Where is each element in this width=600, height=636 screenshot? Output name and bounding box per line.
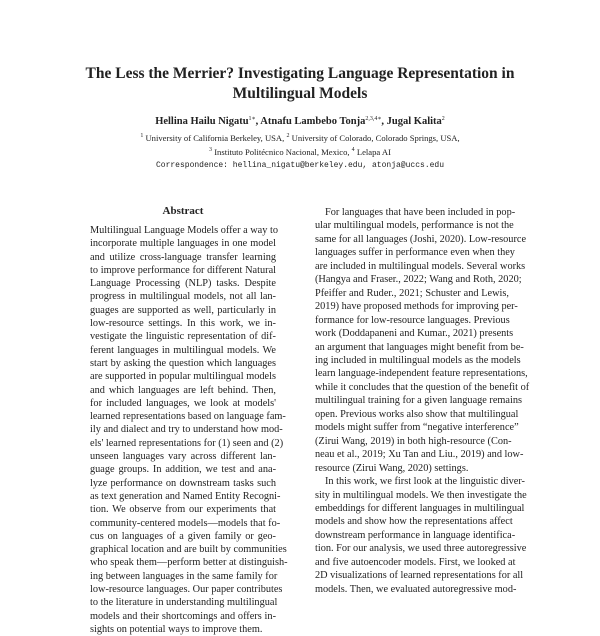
text-line: models and their shortcomings and offers in- — [90, 610, 276, 622]
author-affiliation-mark: 1∗ — [248, 116, 256, 122]
text-line: low-resource languages. Our paper contributes — [90, 584, 283, 596]
text-line: sights on potential ways to improve them. — [90, 623, 263, 635]
introduction-body — [315, 206, 530, 596]
abstract-body — [90, 224, 288, 636]
text-line: Pfeiffer and Ruder., 2021; Schuster and Lewis, — [315, 287, 509, 299]
text-line: neau et al., 2019; Xu Tan and Liu., 2019) and low- — [315, 449, 524, 461]
text-line: models might suffer from “negative interference” — [315, 422, 519, 434]
text-line: sity in multilingual models. We then investigate the — [315, 489, 527, 501]
affiliation: University of California Berkeley, USA, — [145, 133, 285, 143]
author-list: Hellina Hailu Nigatu$^{1∗}$, Atnafu Lambebo Tonja$^{2,3,4∗}$, Jugal Kalita$^2$ — [155, 116, 445, 127]
text-line: cus on languages of a given family or geo- — [90, 530, 276, 542]
text-line: for included languages, we look at models' — [90, 397, 276, 409]
text-line: and utilize cross-language transfer learning — [90, 251, 276, 263]
affiliation-mark: 3 — [209, 147, 213, 153]
text-line: community-centered models—models that fo- — [90, 517, 281, 529]
text-line: resource (Zirui Wang, 2020) settings. — [315, 462, 469, 474]
text-line: 2D visualizations of learned representations for all — [315, 570, 524, 582]
text-line: an argument that languages might benefit from be- — [315, 341, 524, 353]
text-line: lyze performance on downstream tasks such — [90, 477, 276, 489]
text-line: (Hangya and Fraser., 2022; Wang and Roth, 2020; — [315, 274, 522, 286]
author-name: Jugal Kalita — [386, 116, 442, 127]
text-line: learned representations based on language fam- — [90, 411, 286, 423]
text-line: progress in multilingual models, not all lan- — [90, 291, 276, 303]
author-name: Hellina Hailu Nigatu — [155, 116, 249, 127]
text-line: are supported in popular multilingual models — [90, 371, 276, 383]
text-line: els' learned representations for (1) seen and (2) — [90, 437, 284, 449]
text-line: multilingual training for a given language remains — [315, 395, 523, 407]
text-line: incorporate multiple languages in one model — [90, 238, 276, 250]
affiliation: University of Colorado, Colorado Springs, USA, — [291, 133, 460, 143]
text-line: same for all languages (Joshi, 2020). Low-resource — [315, 233, 527, 245]
text-line: languages suffer in performance even when they — [315, 247, 515, 259]
affiliations-line — [0, 147, 600, 157]
affiliation-mark: 4 — [351, 147, 355, 153]
text-line: low-resource settings. In this work, we in- — [90, 318, 276, 330]
text-line: models. Then, we evaluated autoregressive mod- — [315, 583, 517, 595]
paper-title — [0, 64, 600, 104]
text-line: embeddings for different languages in multilingual — [315, 502, 525, 514]
text-line: work (Doddapaneni and Kumar., 2021) presents — [315, 328, 514, 340]
abstract-heading: Abstract — [162, 205, 204, 217]
text-line: For languages that have been included in pop- — [325, 207, 516, 218]
text-line: and five autoencoder models. First, we looked at — [315, 556, 516, 568]
text-line: open. Previous works also show that multilingual — [315, 408, 519, 420]
text-line: Multilingual Language Models offer a way to — [90, 225, 278, 236]
affiliations-line — [0, 133, 600, 143]
text-line: models and show how the representations affect — [315, 516, 513, 528]
text-line: formance for low-resource languages. Previous — [315, 314, 510, 326]
text-line: In this work, we first look at the linguistic diver- — [325, 476, 525, 488]
affiliation-mark: 2 — [286, 133, 290, 139]
correspondence-emails: Correspondence: hellina_nigatu@berkeley.edu, atonja@uccs.edu — [155, 161, 445, 170]
text-line: unseen languages vary across different lan- — [90, 451, 276, 463]
author-affiliation-mark: 2,3,4∗ — [365, 116, 382, 122]
affiliation-mark: 1 — [140, 133, 144, 139]
text-line: guages are supported as well, particularly in — [90, 304, 276, 316]
title-line: Multilingual Models — [232, 85, 368, 102]
text-line: guage groups. In addition, we test and ana- — [90, 464, 276, 476]
affiliation: Instituto Politécnico Nacional, Mexico, — [214, 147, 350, 157]
text-line: graphical location and are built by communities — [90, 544, 287, 556]
text-line: ily and dialect and try to understand how mod- — [90, 424, 283, 436]
affiliation: Lelapa AI — [356, 147, 391, 157]
text-line: are included in multilingual models. Several works — [315, 260, 526, 272]
text-line: ing between languages in the same family for — [90, 570, 278, 582]
text-line: ing included in multilingual models as the models — [315, 354, 521, 366]
author-name: Atnafu Lambebo Tonja — [260, 116, 366, 127]
text-line: and which languages are left behind. Then, — [90, 384, 276, 396]
text-line: to improve performance for different Natural — [90, 264, 276, 276]
text-line: (Zirui Wang, 2019) in both high-resource (Con- — [315, 435, 512, 447]
text-line: tion. For our analysis, we used three autoregressive — [315, 543, 527, 555]
text-line: 2019) have proposed methods for improving per- — [315, 301, 518, 313]
text-line: downstream performance in language identifica- — [315, 529, 516, 541]
text-line: start by asking the question which languages — [90, 357, 276, 369]
text-line: ferent languages in multilingual models. We — [90, 344, 276, 356]
title-line: The Less the Merrier? Investigating Language Representation in — [85, 65, 515, 82]
text-line: tion. We observe from our experiments that — [90, 504, 276, 516]
text-line: to the literature in understanding multilingual — [90, 597, 278, 609]
text-line: ular multilingual models, performance is not the — [315, 220, 514, 232]
text-line: Language Processing (NLP) tasks. Despite — [90, 278, 276, 290]
text-line: learn language-independent feature representations, — [315, 368, 528, 380]
text-line: vestigate the linguistic representation of dif- — [90, 331, 276, 343]
author-affiliation-mark: 2 — [441, 116, 445, 122]
text-line: as text generation and Named Entity Recogni- — [90, 490, 281, 502]
text-line: who speak them—perform better at distinguish- — [90, 557, 288, 569]
text-line: while it concludes that the question of the benefit of — [315, 381, 530, 393]
